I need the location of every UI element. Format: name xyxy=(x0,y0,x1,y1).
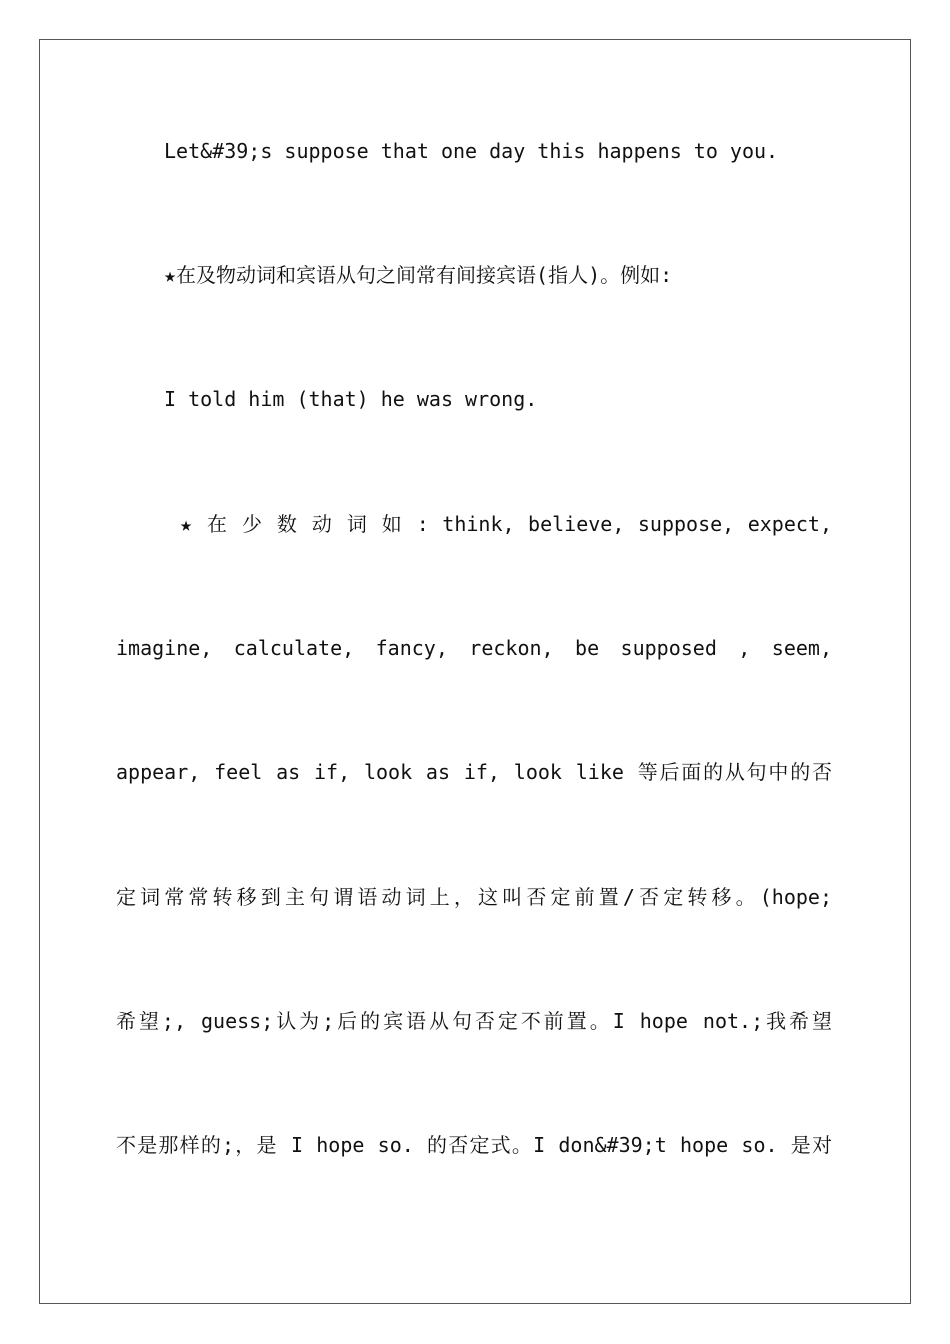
text-line-4: ★ 在 少 数 动 词 如 : think, believe, suppose, expect, xyxy=(180,512,832,536)
text-line-1: Let&#39;s suppose that one day this happens to you. xyxy=(164,139,779,163)
text-line-2: ★在及物动词和宾语从句之间常有间接宾语(指人)。例如: xyxy=(164,263,673,287)
text-line-9: 不是那样的;，是 I hope so. 的否定式。I don&#39;t hope so. 是对 xyxy=(116,1133,832,1157)
text-line-6: appear, feel as if, look as if, look like 等后面的从句中的否 xyxy=(116,760,832,784)
text-line-3: I told him (that) he was wrong. xyxy=(164,387,538,411)
text-line-5: imagine, calculate, fancy, reckon, be supposed , seem, xyxy=(116,636,832,660)
text-line-8: 希望;, guess;认为;后的宾语从句否定不前置。I hope not.;我希望 xyxy=(116,1009,832,1033)
text-line-7: 定词常常转移到主句谓语动词上，这叫否定前置/否定转移。(hope; xyxy=(116,885,832,909)
page-frame xyxy=(39,39,911,1304)
